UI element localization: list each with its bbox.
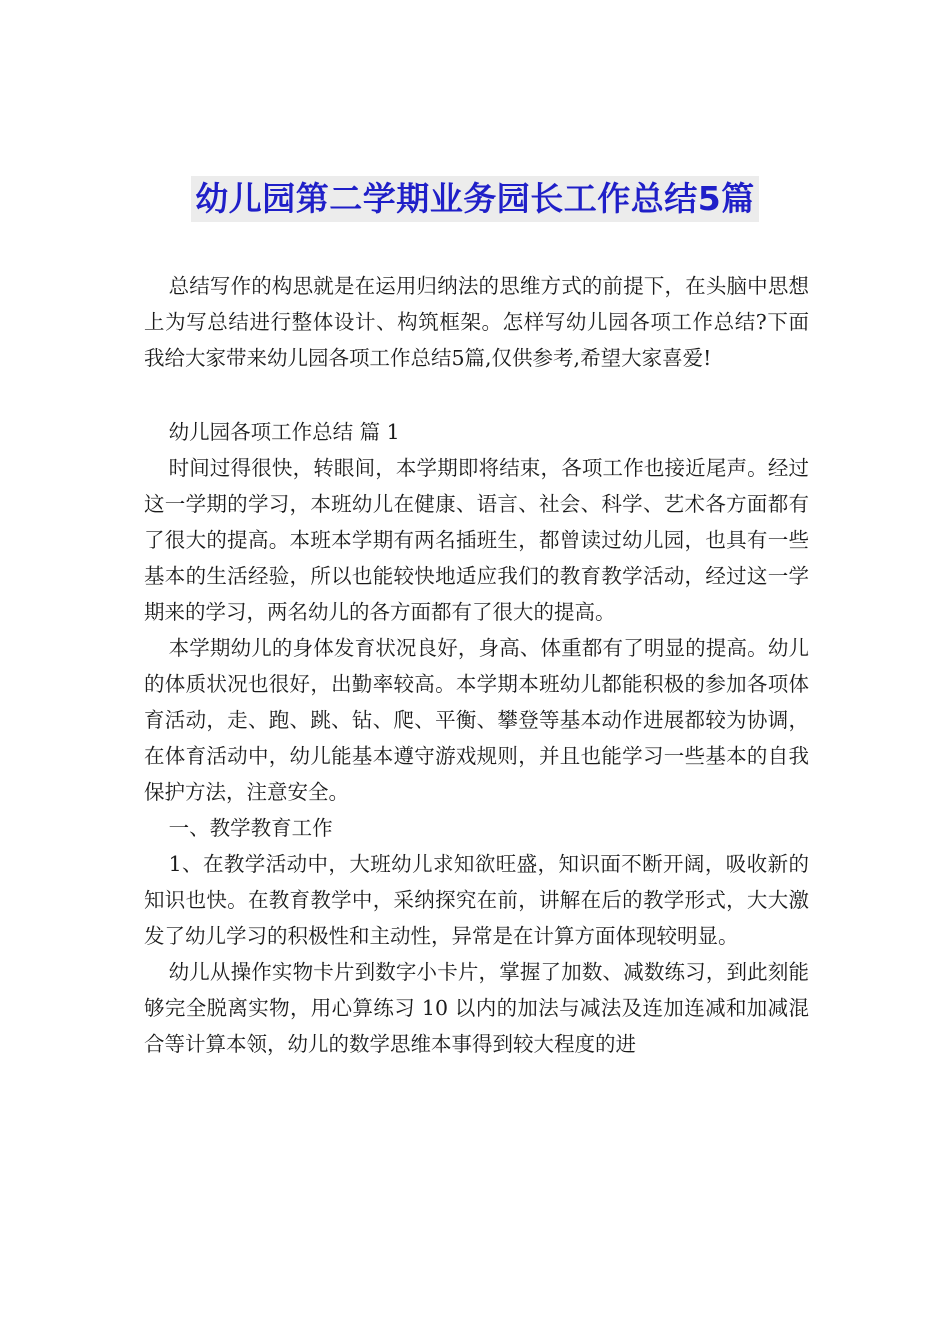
body-paragraph: 幼儿从操作实物卡片到数字小卡片，掌握了加数、减数练习，到此刻能够完全脱离实物，用心算练习 10 以内的加法与减法及连加连减和加减混合等计算本领，幼儿的数学思维本事得到较大程度的进 — [144, 960, 809, 1056]
body-paragraph: 本学期幼儿的身体发育状况良好，身高、体重都有了明显的提高。幼儿的体质状况也很好，出勤率较高。本学期本班幼儿都能积极的参加各项体育活动，走、跑、跳、钻、爬、平衡、攀登等基本动作进展都较为协调，在体育活动中，幼儿能基本遵守游戏规则，并且也能学习一些基本的自我保护方法，注意安全。 — [144, 636, 809, 804]
paragraph-gap — [144, 376, 809, 414]
document-title: 幼儿园第二学期业务园长工作总结5篇 — [191, 176, 758, 222]
subheading: 一、教学教育工作 — [168, 816, 333, 840]
document-body — [144, 268, 809, 1062]
title-container — [0, 176, 950, 222]
intro-paragraph: 总结写作的构思就是在运用归纳法的思维方式的前提下，在头脑中思想上为写总结进行整体设计、构筑框架。怎样写幼儿园各项工作总结?下面我给大家带来幼儿园各项工作总结5篇,仅供参考,希望大家喜爱! — [144, 274, 809, 370]
section-heading: 幼儿园各项工作总结 篇 1 — [168, 420, 400, 444]
body-paragraph: 1、在教学活动中，大班幼儿求知欲旺盛，知识面不断开阔，吸收新的知识也快。在教育教学中，采纳探究在前，讲解在后的教学形式，大大激发了幼儿学习的积极性和主动性，异常是在计算方面体现较明显。 — [144, 852, 809, 948]
body-paragraph: 时间过得很快，转眼间，本学期即将结束，各项工作也接近尾声。经过这一学期的学习，本班幼儿在健康、语言、社会、科学、艺术各方面都有了很大的提高。本班本学期有两名插班生，都曾读过幼儿园，也具有一些基本的生活经验，所以也能较快地适应我们的教育教学活动，经过这一学期来的学习，两名幼儿的各方面都有了很大的提高。 — [144, 456, 809, 624]
